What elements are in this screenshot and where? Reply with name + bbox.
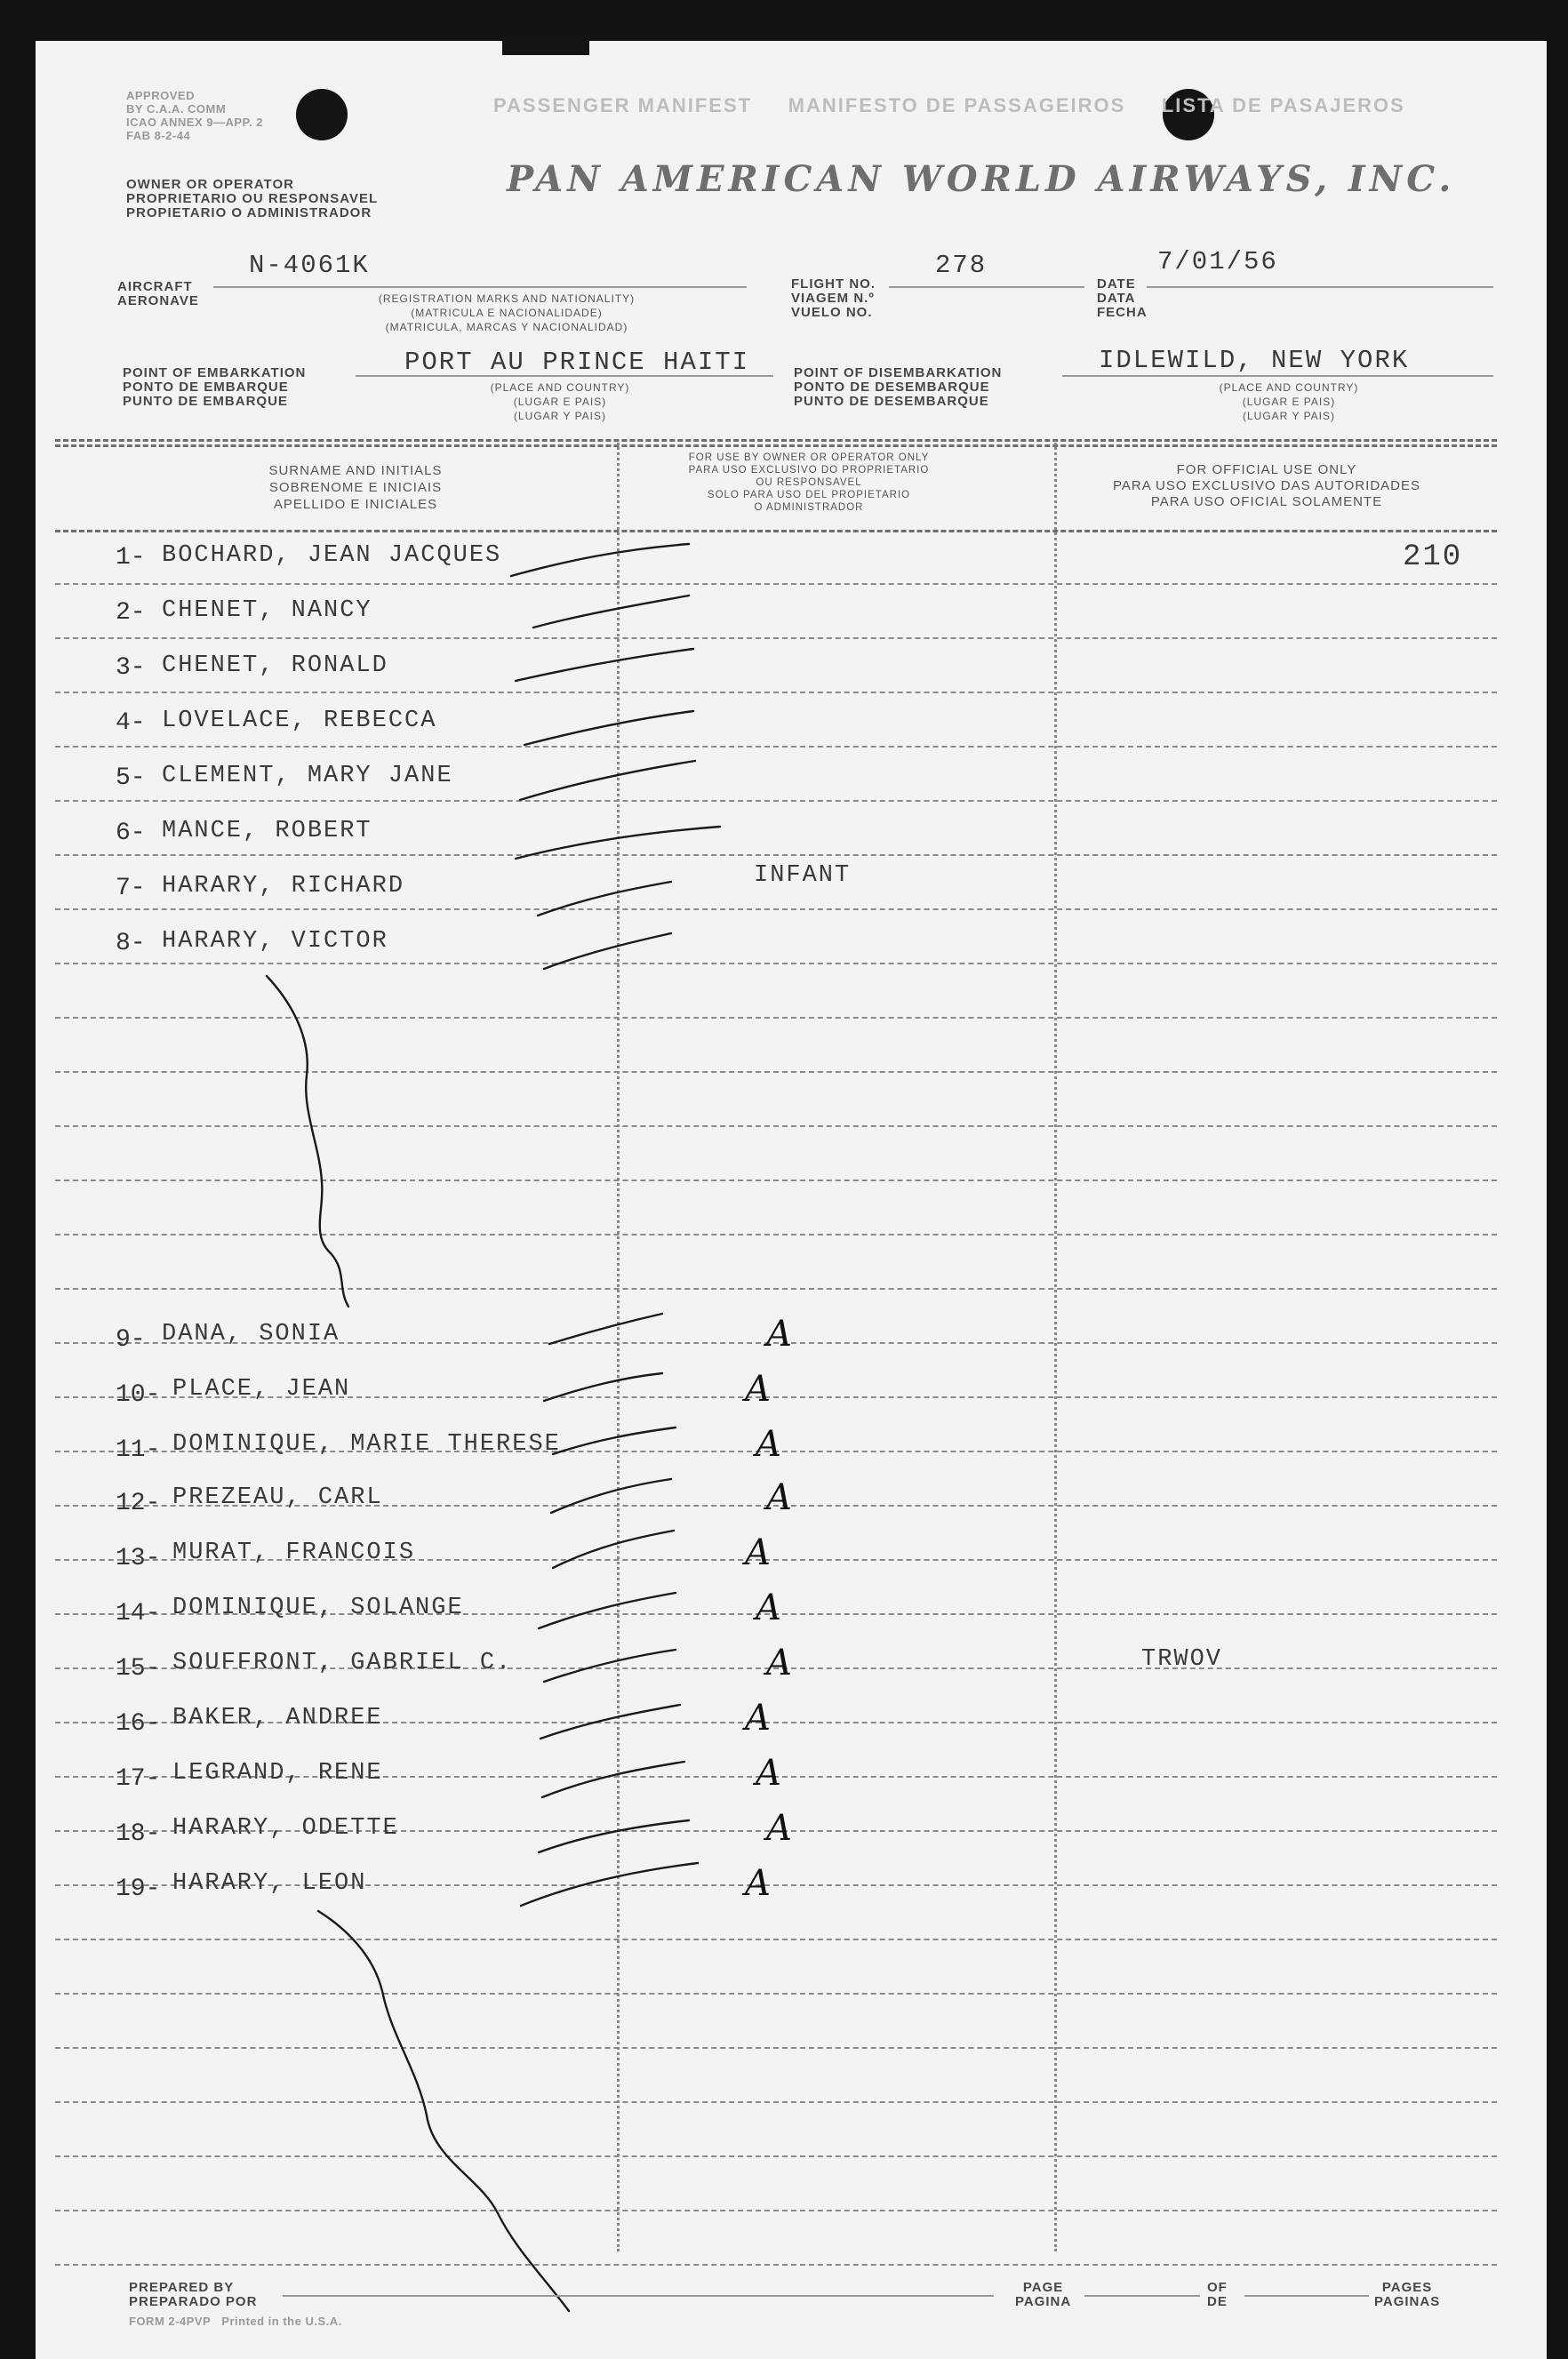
owner-mark: A	[766, 1808, 792, 1849]
disembark-sub: (PLACE AND COUNTRY) (LUGAR E PAIS) (LUGAR Y PAIS)	[1219, 381, 1359, 422]
page-label: PAGE PAGINA	[1015, 2280, 1072, 2309]
passenger-name: DANA, SONIA	[162, 1321, 340, 1347]
passenger-number: 6-	[116, 820, 146, 847]
column-header-owner: FOR USE BY OWNER OR OPERATOR ONLY PARA USO EXCLUSIVO DO PROPRIETARIO OU RESPONSAVEL SOLO PARA USO DEL PROPIETARIO O ADMINISTRADOR	[688, 452, 930, 513]
aircraft-value: N-4061K	[249, 251, 370, 280]
passenger-number: 1-	[116, 544, 146, 572]
aircraft-label: AIRCRAFT AERONAVE	[117, 279, 199, 308]
passenger-number: 12-	[116, 1490, 161, 1517]
disembark-label: POINT OF DISEMBARKATION PONTO DE DESEMBARQUE PUNTO DE DESEMBARQUE	[794, 365, 1003, 409]
passenger-number: 18-	[116, 1820, 161, 1848]
passenger-number: 13-	[116, 1545, 161, 1572]
owner-mark: A	[756, 1424, 781, 1465]
aircraft-sub: (REGISTRATION MARKS AND NATIONALITY) (MATRICULA E NACIONALIDADE) (MATRICULA, MARCAS Y NACIONALIDAD)	[378, 292, 636, 333]
owner-mark: A	[766, 1314, 792, 1355]
passenger-name: DOMINIQUE, MARIE THERESE	[172, 1431, 561, 1458]
passenger-number: 17-	[116, 1765, 161, 1793]
official-note: 210	[1403, 540, 1463, 574]
embark-label: POINT OF EMBARKATION PONTO DE EMBARQUE PUNTO DE EMBARQUE	[123, 365, 307, 409]
passenger-name: HARARY, LEON	[172, 1870, 367, 1897]
passenger-name: CHENET, RONALD	[162, 652, 388, 679]
owner-mark: A	[745, 1369, 771, 1410]
approval-stamp: APPROVED BY C.A.A. COMM ICAO ANNEX 9—APP. 2 FAB 8-2-44	[126, 89, 263, 142]
passenger-name: CHENET, NANCY	[162, 597, 372, 624]
column-header-names: SURNAME AND INITIALS SOBRENOME E INICIAIS APELLIDO E INICIALES	[268, 463, 443, 512]
owner-label: OWNER OR OPERATOR PROPRIETARIO OU RESPONSAVEL PROPIETARIO O ADMINISTRADOR	[126, 177, 379, 220]
owner-mark: A	[745, 1532, 771, 1573]
date-value: 7/01/56	[1157, 247, 1278, 276]
owner-mark: A	[766, 1643, 792, 1683]
passenger-name: PREZEAU, CARL	[172, 1484, 383, 1511]
passenger-number: 16-	[116, 1710, 161, 1738]
passenger-name: BAKER, ANDREE	[172, 1705, 383, 1731]
flight-value: 278	[935, 251, 988, 280]
passenger-name: SOUFFRONT, GABRIEL C.	[172, 1650, 513, 1676]
passenger-name: MURAT, FRANCOIS	[172, 1539, 416, 1566]
of-label: OF DE	[1207, 2280, 1228, 2309]
passenger-number: 5-	[116, 764, 146, 792]
passenger-name: PLACE, JEAN	[172, 1376, 351, 1403]
official-note: TRWOV	[1141, 1646, 1223, 1673]
passenger-name: LOVELACE, REBECCA	[162, 708, 437, 734]
passenger-number: 3-	[116, 654, 146, 682]
passenger-number: 2-	[116, 599, 146, 627]
passenger-number: 10-	[116, 1381, 161, 1409]
passenger-number: 4-	[116, 709, 146, 737]
passenger-name: CLEMENT, MARY JANE	[162, 763, 453, 789]
passenger-number: 15-	[116, 1655, 161, 1683]
passenger-number: 11-	[116, 1436, 161, 1464]
passenger-name: HARARY, VICTOR	[162, 928, 388, 955]
flight-label: FLIGHT NO. VIAGEM N.º VUELO NO.	[791, 276, 876, 320]
passenger-number: 14-	[116, 1600, 161, 1627]
passenger-name: LEGRAND, RENE	[172, 1760, 383, 1787]
pages-label: PAGES PAGINAS	[1374, 2280, 1441, 2309]
passenger-name: HARARY, ODETTE	[172, 1815, 399, 1842]
embark-value: PORT AU PRINCE HAITI	[404, 348, 750, 377]
disembark-value: IDLEWILD, NEW YORK	[1099, 346, 1410, 375]
owner-mark: A	[745, 1698, 771, 1739]
owner-value: PAN AMERICAN WORLD AIRWAYS, INC.	[507, 158, 1456, 200]
owner-mark: A	[756, 1753, 781, 1794]
passenger-number: 19-	[116, 1875, 161, 1903]
owner-mark: A	[766, 1477, 792, 1518]
owner-mark: A	[745, 1863, 771, 1904]
passenger-number: 7-	[116, 875, 146, 902]
column-header-official: FOR OFFICIAL USE ONLY PARA USO EXCLUSIVO DAS AUTORIDADES PARA USO OFICIAL SOLAMENTE	[1112, 462, 1421, 509]
prepared-label: PREPARED BY PREPARADO POR	[129, 2280, 258, 2309]
form-title: PASSENGER MANIFEST MANIFESTO DE PASSAGEIROS LISTA DE PASAJEROS	[493, 94, 1405, 116]
passenger-name: HARARY, RICHARD	[162, 873, 405, 900]
passenger-number: 9-	[116, 1326, 146, 1354]
passenger-name: MANCE, ROBERT	[162, 818, 372, 844]
owner-note: INFANT	[754, 862, 852, 889]
passenger-number: 8-	[116, 930, 146, 957]
form-number: FORM 2-4PVP Printed in the U.S.A.	[129, 2315, 342, 2328]
passenger-name: DOMINIQUE, SOLANGE	[172, 1595, 464, 1621]
owner-mark: A	[756, 1587, 781, 1628]
date-label: DATE DATA FECHA	[1097, 276, 1148, 320]
passenger-name: BOCHARD, JEAN JACQUES	[162, 542, 502, 569]
embark-sub: (PLACE AND COUNTRY) (LUGAR E PAIS) (LUGAR Y PAIS)	[490, 381, 630, 422]
